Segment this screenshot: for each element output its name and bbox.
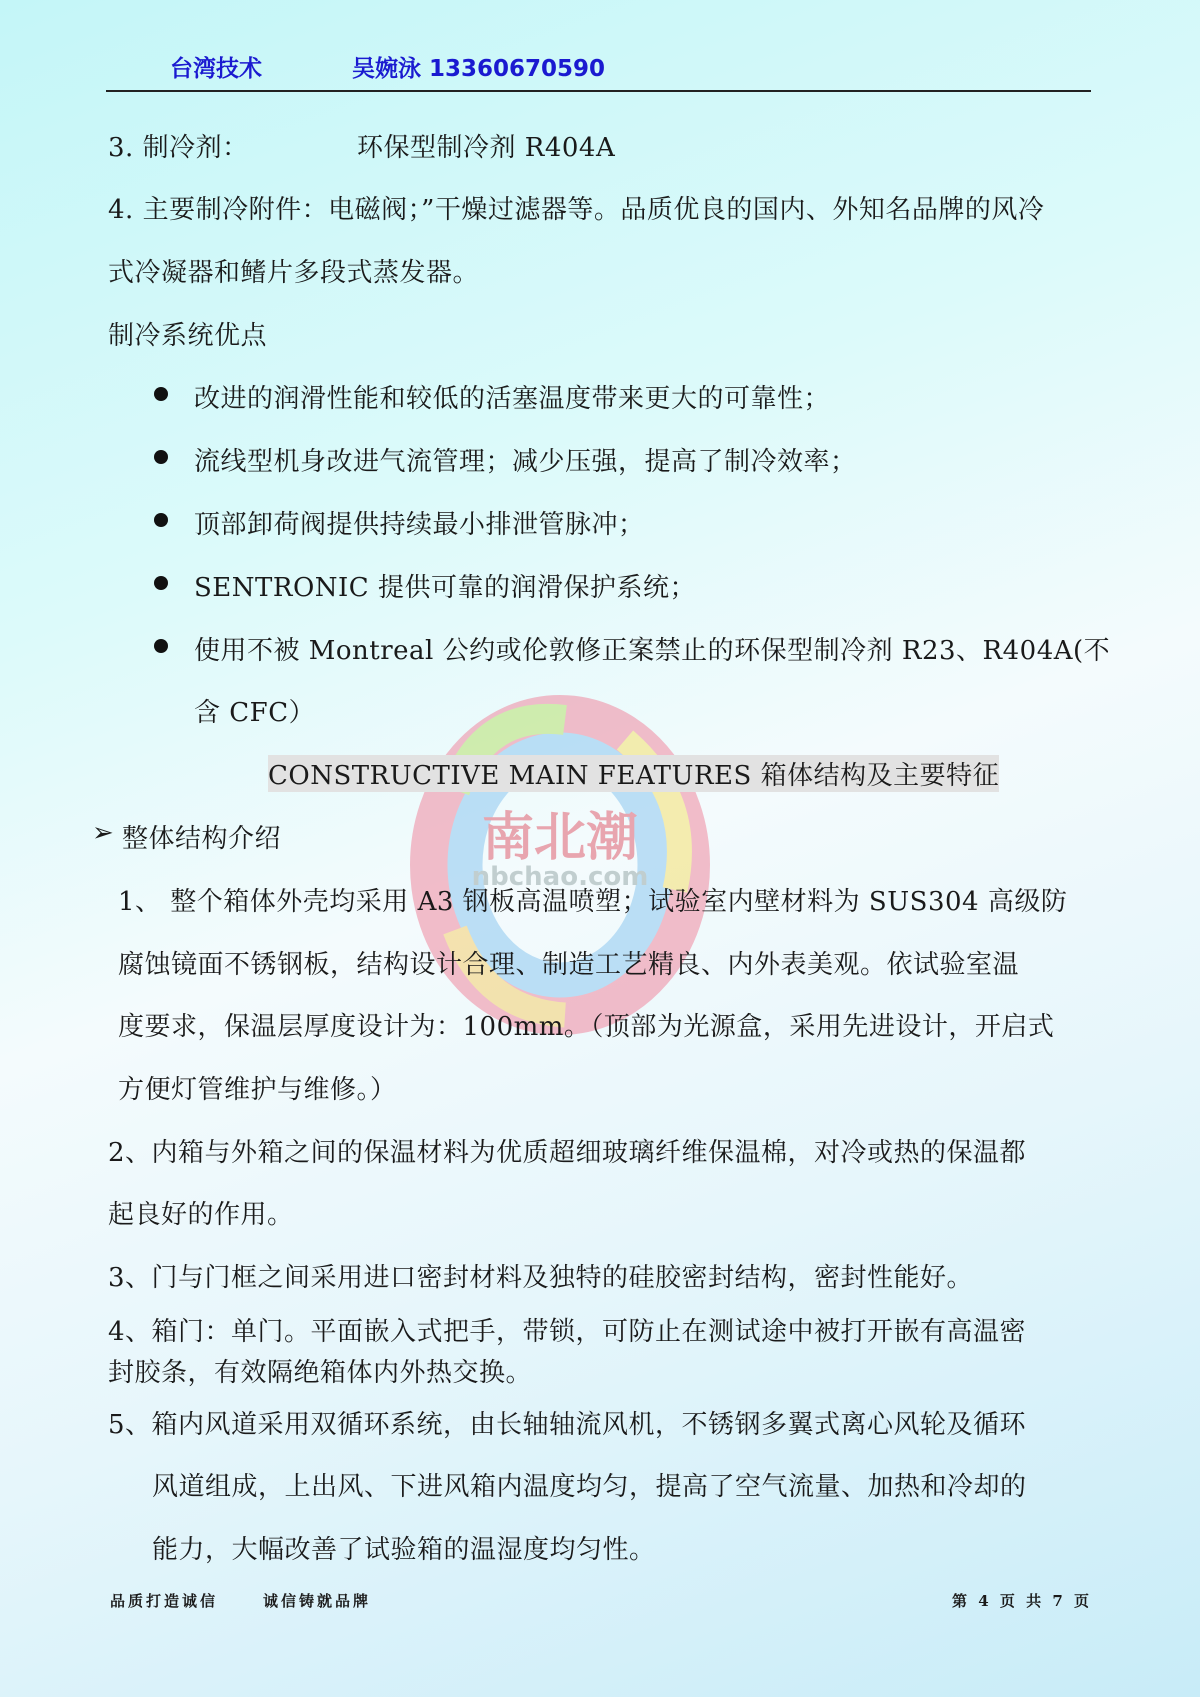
bullet-item: 流线型机身改进气流管理；减少压强，提高了制冷效率； bbox=[194, 447, 857, 477]
page-number: 第 4 页 共 7 页 bbox=[952, 1592, 1092, 1610]
para-2-line: 2、内箱与外箱之间的保温材料为优质超细玻璃纤维保温棉，对冷或热的保温都 bbox=[108, 1138, 1027, 1168]
bullet-item: SENTRONIC 提供可靠的润滑保护系统； bbox=[194, 573, 696, 603]
svg-text:nbchao.com: nbchao.com bbox=[471, 862, 649, 892]
para-2-line: 起良好的作用。 bbox=[108, 1200, 294, 1230]
para-1-line: 1、 整个箱体外壳均采用 A3 钢板高温喷塑；试验室内壁材料为 SUS304 高级防 bbox=[118, 887, 1068, 917]
para-4-line: 4、箱门：单门。平面嵌入式把手，带锁，可防止在测试途中被打开嵌有高温密 bbox=[108, 1317, 1027, 1347]
para-1-line: 腐蚀镜面不锈钢板，结构设计合理、制造工艺精良、内外表美观。依试验室温 bbox=[118, 950, 1020, 980]
para-4-line: 封胶条，有效隔绝箱体内外热交换。 bbox=[108, 1358, 533, 1388]
bullet-icon bbox=[154, 387, 168, 401]
arrow-bullet-icon: ➢ bbox=[92, 818, 115, 848]
item-3-value: 环保型制冷剂 R404A bbox=[357, 133, 616, 163]
header-contact: 吴婉泳 13360670590 bbox=[352, 56, 606, 82]
bullet-item-continued: 含 CFC） bbox=[194, 698, 316, 728]
item-4-line1: 4. 主要制冷附件：电磁阀；”干燥过滤器等。品质优良的国内、外知名品牌的风冷 bbox=[108, 195, 1045, 225]
bullet-item: 使用不被 Montreal 公约或伦敦修正案禁止的环保型制冷剂 R23、R404A(不 bbox=[194, 636, 1111, 666]
svg-text:南北潮: 南北潮 bbox=[481, 807, 639, 868]
para-1-line: 方便灯管维护与维修。） bbox=[118, 1075, 397, 1105]
section-heading: CONSTRUCTIVE MAIN FEATURES 箱体结构及主要特征 bbox=[268, 755, 999, 792]
para-1-line: 度要求，保温层厚度设计为：100mm。（顶部为光源盒，采用先进设计，开启式 bbox=[118, 1012, 1055, 1042]
bullet-icon bbox=[154, 576, 168, 590]
bullet-item: 顶部卸荷阀提供持续最小排泄管脉冲； bbox=[194, 510, 645, 540]
watermark-logo bbox=[395, 670, 725, 1050]
bullet-item: 改进的润滑性能和较低的活塞温度带来更大的可靠性； bbox=[194, 384, 831, 414]
bullet-icon bbox=[154, 639, 168, 653]
item-4-line2: 式冷凝器和鳍片多段式蒸发器。 bbox=[108, 258, 480, 288]
subheading: 整体结构介绍 bbox=[122, 824, 282, 854]
header-company: 台湾技术 bbox=[170, 56, 262, 82]
para-3: 3、门与门框之间采用进口密封材料及独特的硅胶密封结构，密封性能好。 bbox=[108, 1263, 974, 1293]
footer-slogan-2: 诚信铸就品牌 bbox=[263, 1592, 372, 1610]
header-rule bbox=[106, 90, 1091, 92]
para-5-line: 能力，大幅改善了试验箱的温湿度均匀性。 bbox=[152, 1535, 656, 1565]
para-5-line: 风道组成，上出风、下进风箱内温度均匀，提高了空气流量、加热和冷却的 bbox=[152, 1472, 1027, 1502]
section-title-advantages: 制冷系统优点 bbox=[108, 321, 268, 351]
item-3-label: 3. 制冷剂： bbox=[108, 133, 249, 163]
bullet-icon bbox=[154, 450, 168, 464]
footer-slogan-1: 品质打造诚信 bbox=[110, 1592, 219, 1610]
para-5-line: 5、箱内风道采用双循环系统，由长轴轴流风机，不锈钢多翼式离心风轮及循环 bbox=[108, 1410, 1027, 1440]
bullet-icon bbox=[154, 513, 168, 527]
